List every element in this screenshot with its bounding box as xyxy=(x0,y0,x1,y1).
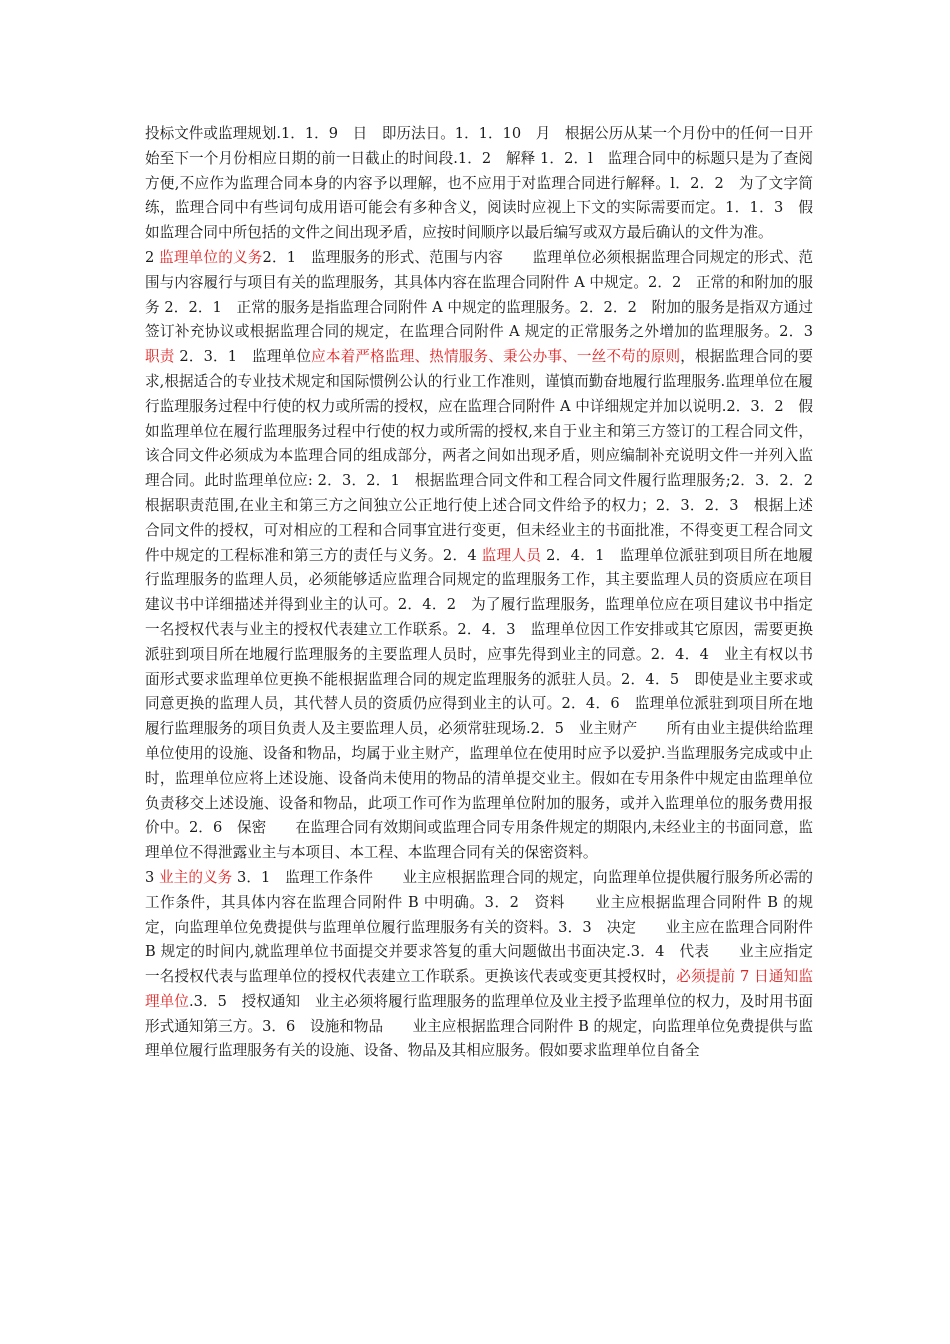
highlighted-notice-requirement: 必须提前 7 日通知监理单位 xyxy=(145,968,813,1010)
text-run: ，根据监理合同的要求,根据适合的专业技术规定和国际惯例公认的行业工作准则，谨慎而勤奋地履行监理服务.监理单位在履行监理服务过程中行使的权力或所需的授权，应在监理合同附件 A 中详细规定并加以说明.2．3．2 假如监理单位在履行监理服务过程中行使的权力或所需的授权,来自于业主和第三方签订的工程合同文件，该合同文件必须成为本监理合同的组成部分，两者之间如出现矛盾，则应编制补充说明文件一并列入监理合同。此时监理单位应: 2．3．2．1 根据监理合同文件和工程合同文件履行监理服务;2．3．2．2 根据职责范围,在业主和第三方之间独立公正地行使上述合同文件给予的权力；2．3．2．3 根据上述合同文件的授权，可对相应的工程和合同事宜进行变更，但未经业主的书面批准，不得变更工程合同文件中规定的工程标准和第三方的责任与义务。2．4 xyxy=(145,348,828,564)
text-run: .3．5 授权通知 业主必须将履行监理服务的监理单位及业主授予监理单位的权力，及时用书面形式通知第三方。3．6 设施和物品 业主应根据监理合同附件 B 的规定，向监理单位免费提供与监理单位履行监理服务有关的设施、设备、物品及其相应服务。假如要求监理单位自备全 xyxy=(145,992,813,1060)
subsection-heading-personnel: 监理人员 xyxy=(481,546,542,564)
paragraph-3-owner-obligations xyxy=(145,866,813,1064)
text-run: 3．1 监理工作条件 业主应根据监理合同的规定，向监理单位提供履行服务所必需的工作条件，其具体内容在监理合同附件 B 中明确。3．2 资料 业主应根据监理合同附件 B 的规定，向监理单位免费提供与监理单位履行监理服务有关的资料。3．3 决定 业主应在监理合同附件 B 规定的时间内,就监理单位书面提交并要求答复的重大问题做出书面决定.3．4 代表 业主应指定一名授权代表与监理单位的授权代表建立工作联系。更换该代表或变更其授权时， xyxy=(145,868,813,986)
section-number: 3 xyxy=(145,868,159,886)
section-heading-supervisor-obligations: 监理单位的义务 xyxy=(159,248,263,266)
subsection-heading-duties: 职责 xyxy=(145,348,175,366)
text-run: 2．4．1 监理单位派驻到项目所在地履行监理服务的监理人员，必须能够适应监理合同规定的监理服务工作，其主要监理人员的资质应在项目建议书中详细描述并得到业主的认可。2．4．2 为了履行监理服务，监理单位应在项目建议书中指定一名授权代表与业主的授权代表建立工作联系。2．4．3 监理单位因工作安排或其它原因，需要更换派驻到项目所在地履行监理服务的主要监理人员时，应事先得到业主的同意。2．4．4 业主有权以书面形式要求监理单位更换不能根据监理合同的规定监理服务的派驻人员。2．4．5 即使是业主要求或同意更换的监理人员，其代替人员的资质仍应得到业主的认可。2．4．6 监理单位派驻到项目所在地履行监理服务的项目负责人及主要监理人员，必须常驻现场.2．5 业主财产 所有由业主提供给监理单位使用的设施、设备和物品，均属于业主财产，监理单位在使用时应予以爱护.当监理服务完成或中止时，监理单位应将上述设施、设备尚未使用的物品的清单提交业主。假如在专用条件中规定由监理单位负责移交上述设施、设备和物品，此项工作可作为监理单位附加的服务，或并入监理单位的服务费用报价中。2．6 保密 在监理合同有效期间或监理合同专用条件规定的期限内,未经业主的书面同意，监理单位不得泄露业主与本项目、本工程、本监理合同有关的保密资料。 xyxy=(145,546,813,862)
paragraph-2-supervisor-obligations xyxy=(145,246,828,866)
section-heading-owner-obligations: 业主的义务 xyxy=(159,868,233,886)
paragraph-1-definitions xyxy=(145,122,813,246)
text-run: 2．1 监理服务的形式、范围与内容 监理单位必须根据监理合同规定的形式、范围与内容履行与项目有关的监理服务，其具体内容在监理合同附件 A 中规定。2．2 正常的和附加的服务 2．2．1 正常的服务是指监理合同附件 A 中规定的监理服务。2．2．2 附加的服务是指双方通过签订补充协议或根据监理合同的规定，在监理合同附件 A 规定的正常服务之外增加的监理服务。2．3 xyxy=(145,248,813,341)
text-run: 2．3．1 监理单位 xyxy=(174,348,312,366)
highlighted-principle: 应本着严格监理、热情服务、秉公办事、一丝不苟的原则 xyxy=(311,348,681,366)
section-number: 2 xyxy=(145,248,160,266)
text-run: 投标文件或监理规划.1．1．9 日 即历法日。1．1．10 月 根据公历从某一个月份中的任何一日开始至下一个月份相应日期的前一日截止的时间段.1．2 解释 1．2．l 监理合同中的标题只是为了查阅方便,不应作为监理合同本身的内容予以理解，也不应用于对监理合同进行解释。l．2．2 为了文字简练，监理合同中有些词句成用语可能会有多种含义，阅读时应视上下文的实际需要而定。1．1．3 假如监理合同中所包括的文件之间出现矛盾，应按时间顺序以最后编写或双方最后确认的文件为准。 xyxy=(145,125,813,242)
document-page xyxy=(145,122,828,1064)
